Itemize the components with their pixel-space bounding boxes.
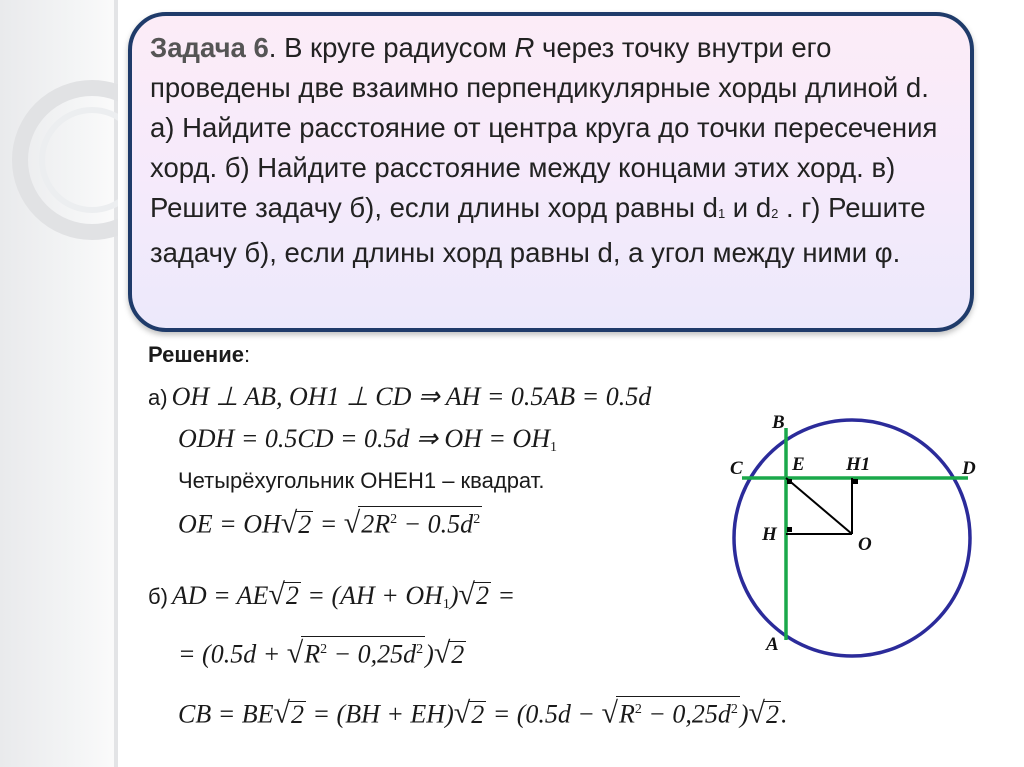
label-c: C (730, 458, 743, 479)
point-h-mark (787, 527, 792, 532)
part-b-eq-3-mid2: = (0.5d − (486, 699, 602, 729)
solution-heading (148, 342, 250, 368)
task-text (150, 28, 958, 273)
part-b-eq-1-mid: = (AH + OH (300, 581, 443, 610)
part-a-eq-4-mid: = (313, 509, 344, 539)
solution-heading-colon: : (243, 342, 251, 367)
task-part-2: через точку внутри его проведены две взаимно перпендикулярные хорды длиной d. а) Найдите расстояние от центра круга до точки пересечения хорд. б) Найдите расстояние между концами этих хорд. в) Решите задачу б), если длины хорд равны d (150, 32, 938, 223)
part-b-eq-3-close: ) (739, 699, 749, 729)
task-label: Задача 6 (150, 32, 269, 63)
part-b-eq-1-left: AD = AE (171, 581, 269, 610)
part-b-rad-1: R (304, 639, 321, 669)
part-b-rad-sup-1: 2 (320, 642, 328, 657)
part-b-sqrt-2f: 2 (763, 701, 781, 728)
part-b-rad-sup-3: 2 (634, 702, 642, 717)
part-b-rad-sup-4: 2 (730, 702, 738, 717)
part-a-rad-sup-1: 2 (390, 512, 398, 527)
part-a-text-3: Четырёхугольник ОНЕН1 – квадрат. (178, 468, 545, 493)
label-h1: H1 (846, 454, 871, 475)
part-a-eq-2-sub: 1 (549, 440, 557, 456)
part-a-eq-2: ODH = 0.5CD = 0.5d ⇒ OH = OH (178, 424, 550, 453)
task-part-3: и d (725, 192, 772, 223)
part-a-label: а) (148, 385, 168, 410)
part-b-sqrt-expr-2 (616, 696, 740, 728)
task-sub-1: 1 (717, 206, 726, 221)
part-b-sqrt-2a: 2 (283, 582, 301, 609)
task-radius: R (514, 32, 535, 63)
point-e-mark (787, 479, 792, 484)
part-b-label: б) (148, 584, 168, 609)
part-a-eq-1: OH ⊥ AB, OH1 ⊥ CD ⇒ AH = 0.5AB = 0.5d (171, 382, 652, 411)
task-part-4: . г) Решите задачу б), если длины хорд равны d, а угол между ними φ. (150, 192, 926, 268)
part-a-rad-2: − 0.5d (397, 509, 474, 539)
part-a-rad-1: 2R (361, 509, 391, 539)
solution-heading-text: Решение (148, 342, 244, 367)
part-b-line-2: = $(0.5d + √R^2 - 0,25d^2)√2$ (178, 636, 465, 670)
label-e: E (792, 454, 805, 475)
part-b-eq-3-left: CB = BE (178, 699, 274, 729)
part-a-sqrt-expr (358, 506, 482, 538)
part-b-sqrt-2b: 2 (473, 582, 491, 609)
part-a-line-2 (178, 424, 557, 456)
part-a-rad-sup-2: 2 (473, 512, 481, 527)
part-a-line-1 (148, 382, 651, 412)
label-h: H (762, 524, 777, 545)
part-b-rad-3: R (618, 699, 635, 729)
part-b-rad-sup-2: 2 (416, 642, 424, 657)
part-a-sqrt-2: 2 (295, 511, 313, 538)
part-a-line-3 (178, 468, 544, 494)
part-a-line-4: OE = $OH√2 = √2R^2 - 0.5d^2$ (178, 506, 481, 540)
part-b-sqrt-2d: 2 (288, 701, 306, 728)
task-part-1: . В круге радиусом (268, 32, 515, 63)
part-b-sqrt-expr (301, 636, 425, 668)
part-b-rad-2: − 0,25d (327, 639, 417, 669)
part-b-line-3: CB = $BE√2 = (BH + EH)√2 = (0.5d - √R^2 - 0,25d^2)√2$. (178, 696, 788, 730)
part-b-rad-4: − 0,25d (641, 699, 731, 729)
label-b: B (772, 412, 785, 433)
part-a-eq-4-left: OE = OH (178, 509, 281, 539)
part-b-line-1: б) AD = $AE√2 = (AH + OH_1)√2$ = (148, 578, 516, 613)
part-b-eq-2-close: ) (425, 639, 434, 669)
part-b-eq-1-sub: 1 (442, 597, 450, 613)
part-b-eq-1-close: ) (449, 581, 459, 610)
label-o: O (858, 534, 872, 555)
point-h1-mark (853, 479, 858, 484)
part-b-sqrt-2e: 2 (468, 701, 486, 728)
segment-eo (786, 478, 852, 534)
label-d: D (962, 458, 976, 479)
circle-figure (724, 408, 994, 668)
ring-decoration (0, 60, 118, 260)
part-b-eq-3-mid: = (BH + EH) (306, 699, 454, 729)
part-b-eq-3-end: . (781, 699, 788, 729)
task-sub-2: 2 (771, 206, 779, 221)
task-box (128, 12, 974, 332)
part-b-sqrt-2c: 2 (448, 641, 466, 668)
part-b-eq-1-end: = (491, 581, 516, 610)
part-b-eq-2-left: = (0.5d + (178, 639, 287, 669)
label-a: A (766, 634, 779, 655)
